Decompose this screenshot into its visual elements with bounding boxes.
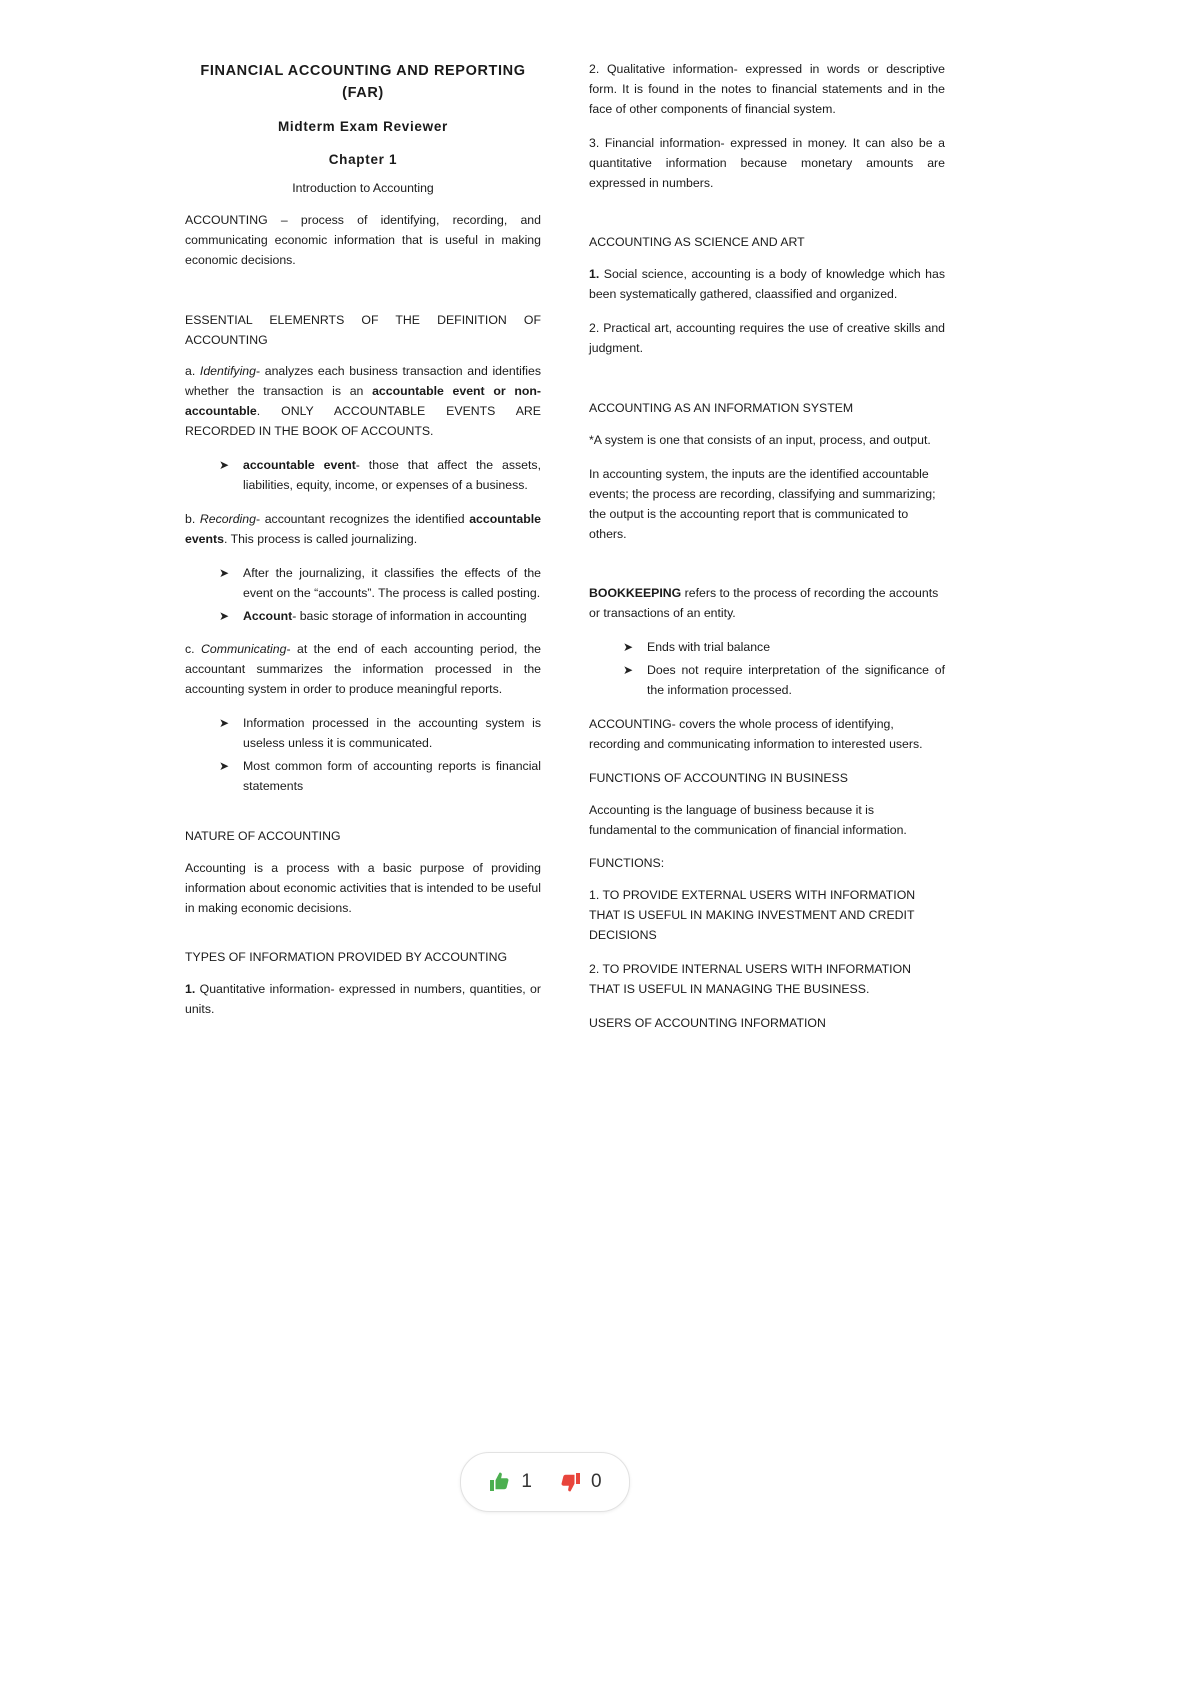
bookkeeping-bullet-1: Ends with trial balance — [647, 640, 771, 655]
document-body — [185, 60, 945, 1046]
item-b-text: - accountant recognizes the identified — [255, 511, 470, 526]
bookkeeping-text: refers to the process of recording the accounts or transactions of an entity. — [589, 586, 939, 621]
accounting-covers-text: ACCOUNTING- covers the whole process of identifying, recording and communicating information to interested users. — [589, 716, 923, 751]
spacer — [185, 285, 541, 311]
chapter-subtitle: Introduction to Accounting — [292, 180, 434, 195]
dislike-count: 0 — [591, 1471, 602, 1492]
arrow-bullet-icon: ➤ — [623, 663, 634, 678]
spacer — [589, 207, 945, 233]
item-a-text: - analyzes each business transaction and identifies whether the transaction is an — [185, 364, 541, 399]
left-column — [185, 60, 541, 1034]
accounting-definition: ACCOUNTING – process of identifying, recording, and communicating economic information that is useful in making economic decisions. — [185, 212, 541, 267]
list-item — [623, 638, 945, 658]
bullet-b2-text: - basic storage of information in accounting — [292, 608, 527, 623]
chapter-heading: Chapter 1 — [328, 151, 398, 167]
list-item — [219, 607, 541, 627]
spacer — [589, 373, 945, 399]
item-a-bullets — [185, 456, 541, 496]
list-item — [219, 714, 541, 754]
arrow-bullet-icon: ➤ — [219, 608, 230, 623]
list-item — [219, 564, 541, 604]
bullet-b1-text: After the journalizing, it classifies the effects of the event on the “accounts”. The process is called posting. — [243, 565, 541, 600]
users-of-accounting-heading: USERS OF ACCOUNTING INFORMATION — [589, 1015, 826, 1030]
item-b-text2: . This process is called journalizing. — [223, 531, 418, 546]
item-a-italic: Identifying — [199, 364, 256, 379]
bookkeeping-bold: BOOKKEEPING — [589, 586, 682, 601]
science-bold: 1. — [589, 267, 600, 282]
document-title: FINANCIAL ACCOUNTING AND REPORTING (FAR) — [200, 63, 526, 102]
function-2: 2. TO PROVIDE INTERNAL USERS WITH INFORMATION THAT IS USEFUL IN MANAGING THE BUSINESS. — [589, 962, 912, 996]
list-item — [219, 456, 541, 496]
spacer — [185, 932, 541, 948]
bullet-c2-text: Most common form of accounting reports is financial statements — [243, 758, 541, 793]
item-b-italic: Recording — [199, 511, 256, 526]
bookkeeping-bullet-2: Does not require interpretation of the significance of the information processed. — [647, 663, 945, 698]
information-system-p2: In accounting system, the inputs are the identified accountable events; the process are recording, classifying and summarizing; the output is the accounting report that is communicated to others. — [589, 466, 936, 541]
function-1: 1. TO PROVIDE EXTERNAL USERS WITH INFORMATION THAT IS USEFUL IN MAKING INVESTMENT AND CREDIT DECISIONS — [589, 888, 916, 943]
bullet-a1-text: - those that affect the assets, liabilities, equity, income, or expenses of a business. — [243, 458, 541, 492]
item-a-bold: accountable event or non-accountable — [185, 384, 541, 419]
bookkeeping-bullets — [589, 638, 945, 701]
arrow-bullet-icon: ➤ — [219, 565, 230, 580]
spacer — [589, 558, 945, 584]
functions-of-accounting-heading: FUNCTIONS OF ACCOUNTING IN BUSINESS — [589, 770, 848, 785]
item-a-identifying — [185, 362, 541, 442]
nature-of-accounting-heading: NATURE OF ACCOUNTING — [185, 828, 341, 843]
science-and-art-heading: ACCOUNTING AS SCIENCE AND ART — [589, 235, 805, 250]
type-3-financial: 3. Financial information- expressed in money. It can also be a quantitative information because monetary amounts are expressed in numbers. — [589, 135, 945, 190]
right-column — [589, 60, 945, 1046]
list-item — [623, 661, 945, 701]
bullet-b2-bold: Account — [243, 608, 293, 623]
item-c-italic: Communicating — [201, 642, 287, 657]
type-2-qualitative: 2. Qualitative information- expressed in words or descriptive form. It is found in the notes to financial statements and in the face of other components of financial system. — [589, 62, 945, 116]
type-1-bold: 1. — [185, 982, 196, 997]
item-b-bullets — [185, 564, 541, 627]
like-button[interactable] — [488, 1470, 532, 1494]
title-block — [185, 60, 541, 195]
item-a-text2: . ONLY ACCOUNTABLE EVENTS ARE RECORDED IN THE BOOK OF ACCOUNTS. — [185, 404, 541, 439]
information-system-heading: ACCOUNTING AS AN INFORMATION SYSTEM — [589, 400, 854, 415]
like-count: 1 — [521, 1471, 532, 1492]
arrow-bullet-icon: ➤ — [219, 758, 230, 773]
nature-of-accounting-text: Accounting is a process with a basic purpose of providing information about economic activities that is intended to be useful in making economic decisions. — [185, 860, 541, 915]
bookkeeping-definition — [589, 584, 945, 624]
item-b-prefix: b. — [185, 511, 200, 526]
essential-elements-heading: ESSENTIAL ELEMENRTS OF THE DEFINITION OF ACCOUNTING — [185, 312, 541, 347]
item-a-prefix: a. — [185, 364, 200, 379]
type-1-quantitative — [185, 980, 541, 1020]
types-of-information-heading: TYPES OF INFORMATION PROVIDED BY ACCOUNTING — [185, 950, 508, 965]
item-c-text: - at the end of each accounting period, the accountant summarizes the information processed in the accounting system in order to produce meaningful reports. — [185, 642, 542, 697]
two-column-layout — [185, 60, 945, 1046]
thumbs-down-icon[interactable] — [558, 1470, 582, 1494]
science-item — [589, 265, 945, 305]
arrow-bullet-icon: ➤ — [623, 640, 634, 655]
functions-intro-text: Accounting is the language of business because it is fundamental to the communication of financial information. — [589, 802, 907, 837]
arrow-bullet-icon: ➤ — [219, 458, 230, 473]
item-b-recording — [185, 510, 541, 550]
bullet-c1-text: Information processed in the accounting system is useless unless it is communicated. — [243, 716, 541, 751]
item-c-prefix: c. — [185, 642, 202, 657]
type-1-text: Quantitative information- expressed in numbers, quantities, or units. — [185, 982, 541, 1017]
information-system-p1: *A system is one that consists of an input, process, and output. — [589, 432, 931, 447]
spacer — [185, 811, 541, 827]
dislike-button[interactable] — [558, 1470, 602, 1494]
reaction-bar — [460, 1452, 630, 1512]
item-b-bold: accountable events — [185, 511, 541, 546]
art-item: 2. Practical art, accounting requires the use of creative skills and judgment. — [589, 321, 945, 356]
science-text: Social science, accounting is a body of knowledge which has been systematically gathered, claassified and organized. — [589, 267, 945, 302]
arrow-bullet-icon: ➤ — [219, 716, 230, 731]
list-item — [219, 757, 541, 797]
thumbs-up-icon[interactable] — [488, 1470, 512, 1494]
bullet-a1-bold: accountable event — [243, 458, 356, 473]
item-c-communicating — [185, 640, 541, 700]
document-subtitle: Midterm Exam Reviewer — [277, 118, 449, 134]
item-c-bullets — [185, 714, 541, 797]
functions-label: FUNCTIONS: — [589, 856, 665, 871]
